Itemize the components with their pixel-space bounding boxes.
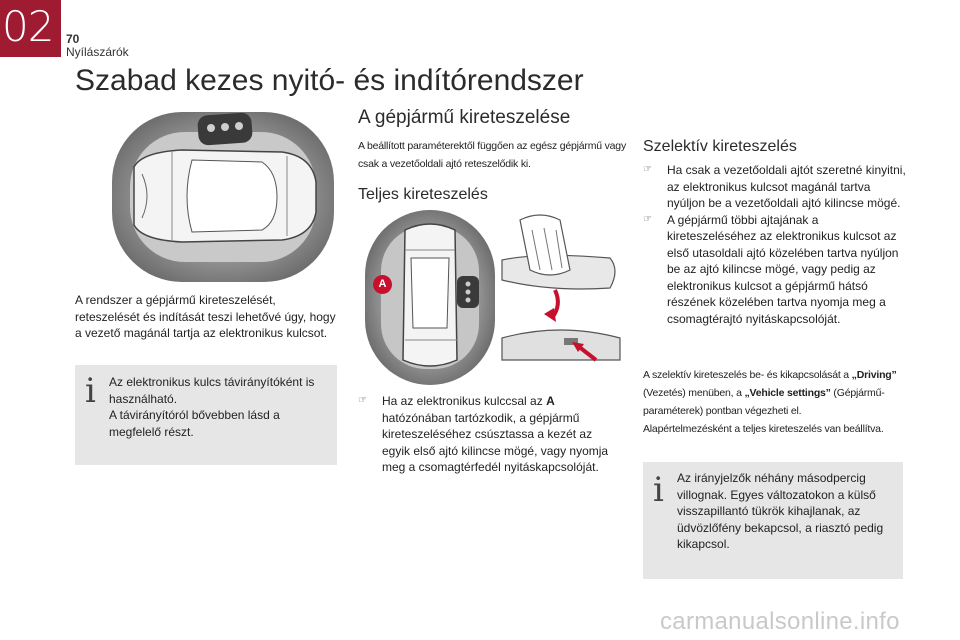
car-zone-illustration [112, 112, 334, 282]
page-number: 70 [66, 32, 80, 46]
note-text-post: (Gépjármű-paraméterek) pontban végezheti el. [643, 387, 885, 417]
list-item [643, 212, 908, 328]
list-item [643, 162, 908, 212]
unlock-bullet-list [358, 393, 620, 476]
info-box-right [643, 462, 903, 579]
info-line: Az elektronikus kulcs távirányítóként is használható. [109, 375, 315, 406]
bullet-text-pre: Ha az elektronikus kulccsal az [382, 394, 547, 408]
bullet-arrow-icon: ☞ [358, 395, 367, 406]
intro-paragraph: A rendszer a gépjármű kireteszelését, reteszelését és indítását teszi lehetővé úgy, hogy a vezető magánál tartja az elektronikus kulcsot. [75, 293, 336, 340]
note-default: Alapértelmezésként a teljes kireteszelés van beállítva. [643, 423, 884, 435]
bullet-text-bold: A [546, 394, 555, 408]
info-icon: i [653, 470, 664, 510]
info-text: Az irányjelzők néhány másodpercig villognak. Egyes változatokon a külső visszapillantó tükrök kihajlanak, az üdvözlőfény bekapcsol, a riasztó pedig kikapcsol. [677, 471, 884, 551]
door-handle-illustration [500, 210, 622, 370]
section-intro: A beállított paraméterektől függően az egész gépjármű vagy csak a vezetőoldali ajtó reteszelődik ki. [358, 140, 626, 170]
watermark: carmanualsonline.info [660, 608, 900, 635]
section-heading: A gépjármű kireteszelése [358, 107, 571, 128]
bullet-text: Ha csak a vezetőoldali ajtót szeretné kinyitni, az elektronikus kulcsot magánál tartva nyúljon be a vezetőoldali ajtó kilincse mögé. [667, 163, 906, 210]
note-text-mid: (Vezetés) menüben, a [643, 387, 745, 399]
list-item [358, 393, 620, 476]
bullet-text-post: hatózónában tartózkodik, a gépjármű kireteszeléséhez csúsztassa a kezét az egyik első ajtó kilincse mögé, vagy nyomja meg a csomagtérfedél nyitáskapcsolóját. [382, 410, 609, 474]
note-text-pre: A szelektív kireteszelés be- és kikapcsolását a [643, 369, 852, 381]
section-name: Nyílászárók [66, 45, 129, 59]
page-title: Szabad kezes nyitó- és indítórendszer [75, 64, 584, 97]
note-menu-vehicle-settings: „Vehicle settings” [744, 387, 831, 399]
bullet-arrow-icon: ☞ [643, 213, 652, 225]
chapter-number: 02 [2, 2, 54, 51]
zone-a-badge: A [373, 275, 392, 294]
selective-heading: Szelektív kireteszelés [643, 138, 797, 155]
settings-note [643, 366, 908, 438]
info-line: A távirányítóról bővebben lásd a megfelelő részt. [109, 408, 280, 439]
bullet-text: A gépjármű többi ajtajának a kireteszeléséhez az elektronikus kulcsot az első utasoldali ajtó közelében tartva nyúljon be az ajtó kilincse mögé, vagy pedig az elektronikus kulcsot a gépjármű hátsó részének közelében tartva nyomja meg a csomagtérajtó nyitáskapcsolóját. [667, 212, 899, 326]
bullet-arrow-icon: ☞ [643, 164, 652, 175]
zone-a-illustration [365, 210, 495, 385]
info-icon: i [85, 371, 96, 411]
note-menu-driving: „Driving” [851, 369, 897, 381]
info-box-left [75, 365, 337, 465]
subsection-heading: Teljes kireteszelés [358, 186, 488, 203]
selective-bullet-list [643, 162, 908, 327]
